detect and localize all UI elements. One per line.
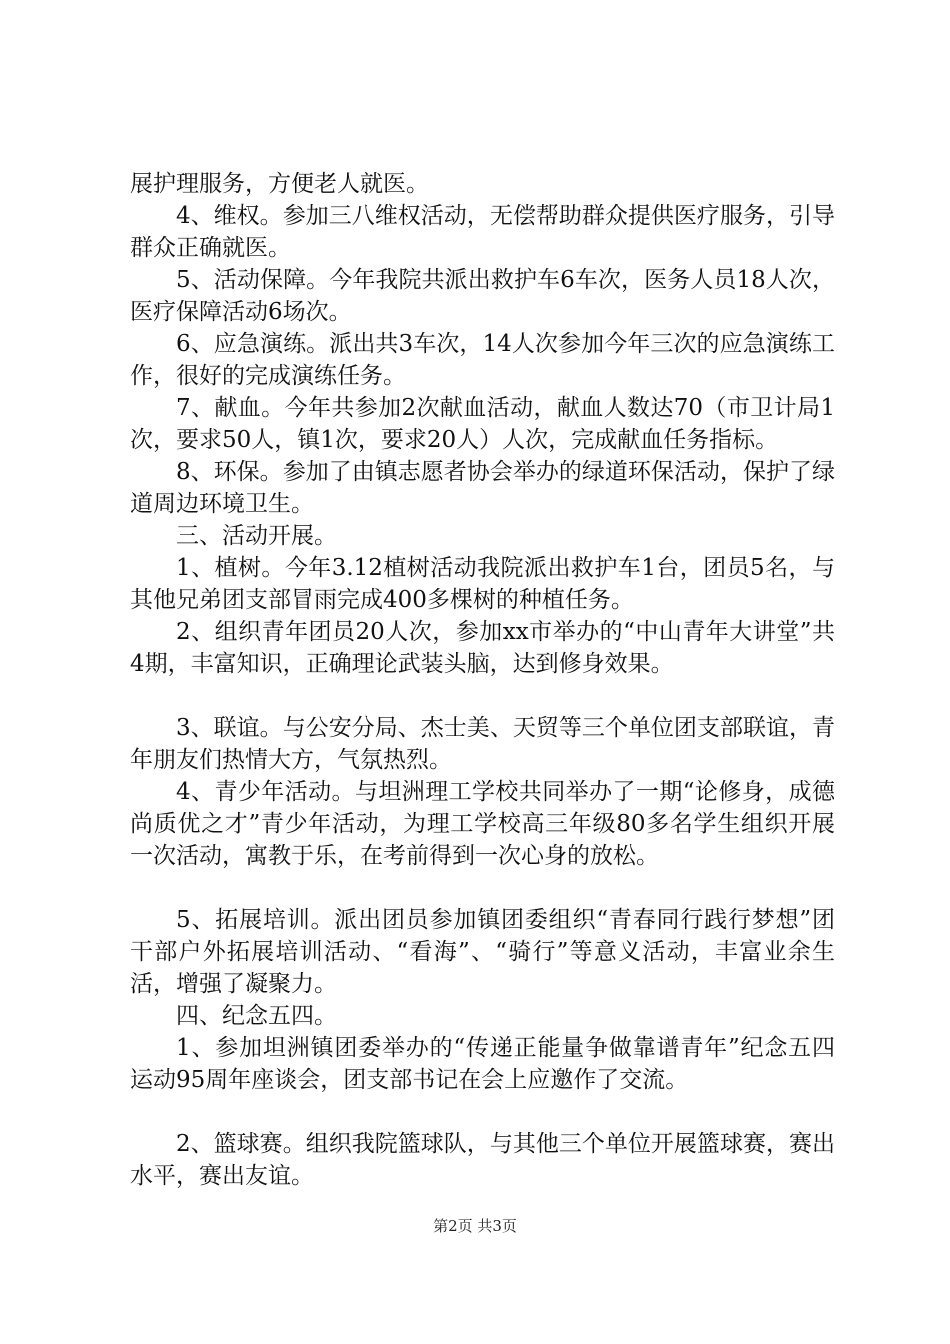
section-heading-activities: 三、活动开展。 bbox=[176, 523, 337, 549]
paragraph-rights: 4、维权。参加三八维权活动，无偿帮助群众提供医疗服务，引导群众正确就医。 bbox=[130, 203, 835, 261]
paragraph-outdoor-training: 5、拓展培训。派出团员参加镇团委组织“青春同行践行梦想”团干部户外拓展培训活动、“看海”、“骑行”等意义活动，丰富业余生活，增强了凝聚力。 bbox=[130, 907, 835, 997]
paragraph-blood-donation: 7、献血。今年共参加2次献血活动，献血人数达70（市卫计局1次，要求50人，镇1次，要求20人）人次，完成献血任务指标。 bbox=[130, 395, 835, 453]
paragraph-continuation: 展护理服务，方便老人就医。 bbox=[130, 171, 429, 197]
section-heading-may-fourth: 四、纪念五四。 bbox=[176, 1003, 337, 1029]
paragraph-tree-planting: 1、植树。今年3.12植树活动我院派出救护车1台，团员5名，与其他兄弟团支部冒雨完成400多棵树的种植任务。 bbox=[130, 555, 835, 613]
paragraph-friendship: 3、联谊。与公安分局、杰士美、天贸等三个单位团支部联谊，青年朋友们热情大方，气氛热烈。 bbox=[130, 715, 835, 773]
page-number-footer: 第2页 共3页 bbox=[433, 1217, 517, 1235]
paragraph-basketball: 2、篮球赛。组织我院篮球队，与其他三个单位开展篮球赛，赛出水平，赛出友谊。 bbox=[130, 1131, 835, 1189]
paragraph-youth-lecture: 2、组织青年团员20人次，参加xx市举办的“中山青年大讲堂”共4期，丰富知识，正确理论武装头脑，达到修身效果。 bbox=[130, 619, 835, 677]
paragraph-symposium: 1、参加坦洲镇团委举办的“传递正能量争做靠谱青年”纪念五四运动95周年座谈会，团支部书记在会上应邀作了交流。 bbox=[130, 1035, 835, 1093]
paragraph-youth-activity: 4、青少年活动。与坦洲理工学校共同举办了一期“论修身，成德尚质优之才”青少年活动，为理工学校高三年级80多名学生组织开展一次活动，寓教于乐，在考前得到一次心身的放松。 bbox=[130, 779, 835, 869]
paragraph-environment: 8、环保。参加了由镇志愿者协会举办的绿道环保活动，保护了绿道周边环境卫生。 bbox=[130, 459, 835, 517]
paragraph-activity-support: 5、活动保障。今年我院共派出救护车6车次，医务人员18人次，医疗保障活动6场次。 bbox=[130, 267, 835, 325]
paragraph-emergency-drill: 6、应急演练。派出共3车次，14人次参加今年三次的应急演练工作，很好的完成演练任务。 bbox=[130, 331, 835, 389]
document-body bbox=[130, 168, 835, 1192]
